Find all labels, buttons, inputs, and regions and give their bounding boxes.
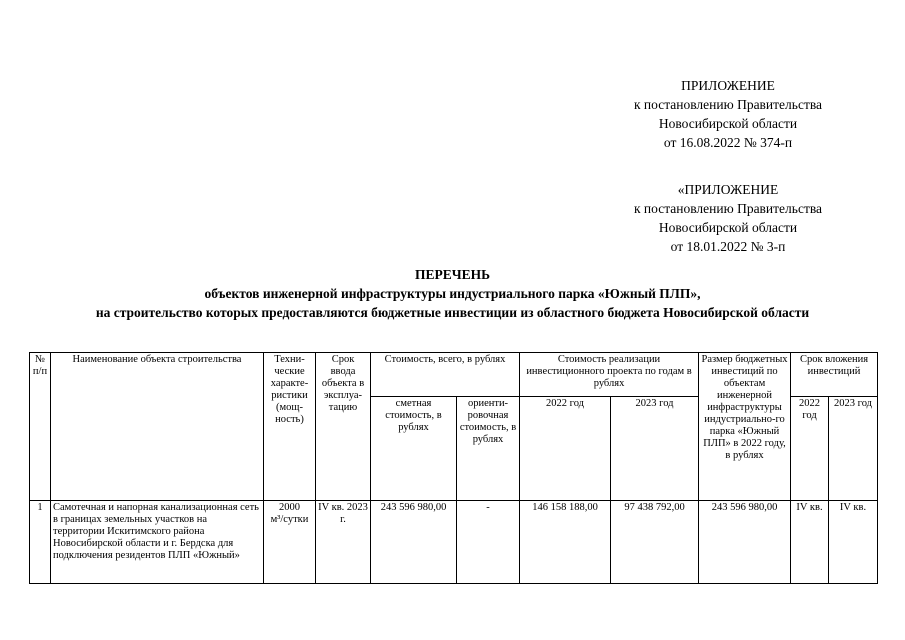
header-cost-estimate: сметная стоимость, в рублях <box>371 397 457 501</box>
heading-title: ПЕРЕЧЕНЬ <box>414 267 491 282</box>
header-cost-total: Стоимость, всего, в рублях <box>371 353 520 397</box>
cell-year-2022: 146 158 188,00 <box>520 501 611 584</box>
cell-period-2022: IV кв. <box>791 501 829 584</box>
specs-value: 2000 <box>279 502 300 513</box>
cell-specs <box>264 501 316 584</box>
header-cost-indicative: ориенти-ровочная стоимость, в рублях <box>457 397 520 501</box>
header-impl-cost: Стоимость реализации инвестиционного проекта по годам в рублях <box>520 353 699 397</box>
appendix-resolution-line: к постановлению Правительства <box>633 97 823 112</box>
appendix-resolution-line: к постановлению Правительства <box>633 201 823 216</box>
appendix-date-line: от 18.01.2022 № 3-п <box>670 239 786 254</box>
header-invest-period: Срок вложения инвестиций <box>791 353 878 397</box>
header-period-2023: 2023 год <box>829 397 878 501</box>
appendix-title: «ПРИЛОЖЕНИЕ <box>677 182 779 197</box>
cell-cost-indicative: - <box>457 501 520 584</box>
appendix-region-line: Новосибирской области <box>658 220 798 235</box>
table-header-row <box>30 353 878 397</box>
header-period-2022: 2022 год <box>791 397 829 501</box>
appendix-block-amended <box>600 180 856 256</box>
header-specs: Техни-ческие характе-ристики (мощ-ность) <box>264 353 316 501</box>
cell-object-name: Самотечная и напорная канализационная сеть в границах земельных участков на территории Искитимского района Новосибирской области и г. Бердска для подключения резидентов ПЛП «Южный» <box>51 501 264 584</box>
heading-subtitle-2: на строительство которых предоставляются бюджетные инвестиции из областного бюджета Новосибирской области <box>95 305 810 320</box>
cell-cost-estimate: 243 596 980,00 <box>371 501 457 584</box>
appendix-date-line: от 16.08.2022 № 374-п <box>663 135 793 150</box>
header-year-2023: 2023 год <box>611 397 699 501</box>
header-budget-invest: Размер бюджетных инвестиций по объектам инженерной инфраструктуры индустриально-го парка «Южный ПЛП» в 2022 году, в рублях <box>699 353 791 501</box>
appendix-title: ПРИЛОЖЕНИЕ <box>681 78 775 93</box>
cell-budget-invest: 243 596 980,00 <box>699 501 791 584</box>
document-heading <box>0 265 905 322</box>
header-deadline: Срок ввода объекта в эксплуа-тацию <box>316 353 371 501</box>
table-row <box>30 501 878 584</box>
cell-period-2023: IV кв. <box>829 501 878 584</box>
header-num: № п/п <box>30 353 51 501</box>
cell-year-2023: 97 438 792,00 <box>611 501 699 584</box>
header-name: Наименование объекта строительства <box>51 353 264 501</box>
objects-table <box>29 352 878 584</box>
header-year-2022: 2022 год <box>520 397 611 501</box>
specs-unit: м³/сутки <box>270 514 309 525</box>
cell-num: 1 <box>30 501 51 584</box>
appendix-block-current <box>600 76 856 152</box>
cell-deadline: IV кв. 2023 г. <box>316 501 371 584</box>
heading-subtitle: объектов инженерной инфраструктуры индустриального парка «Южный ПЛП», <box>204 286 701 301</box>
appendix-region-line: Новосибирской области <box>658 116 798 131</box>
